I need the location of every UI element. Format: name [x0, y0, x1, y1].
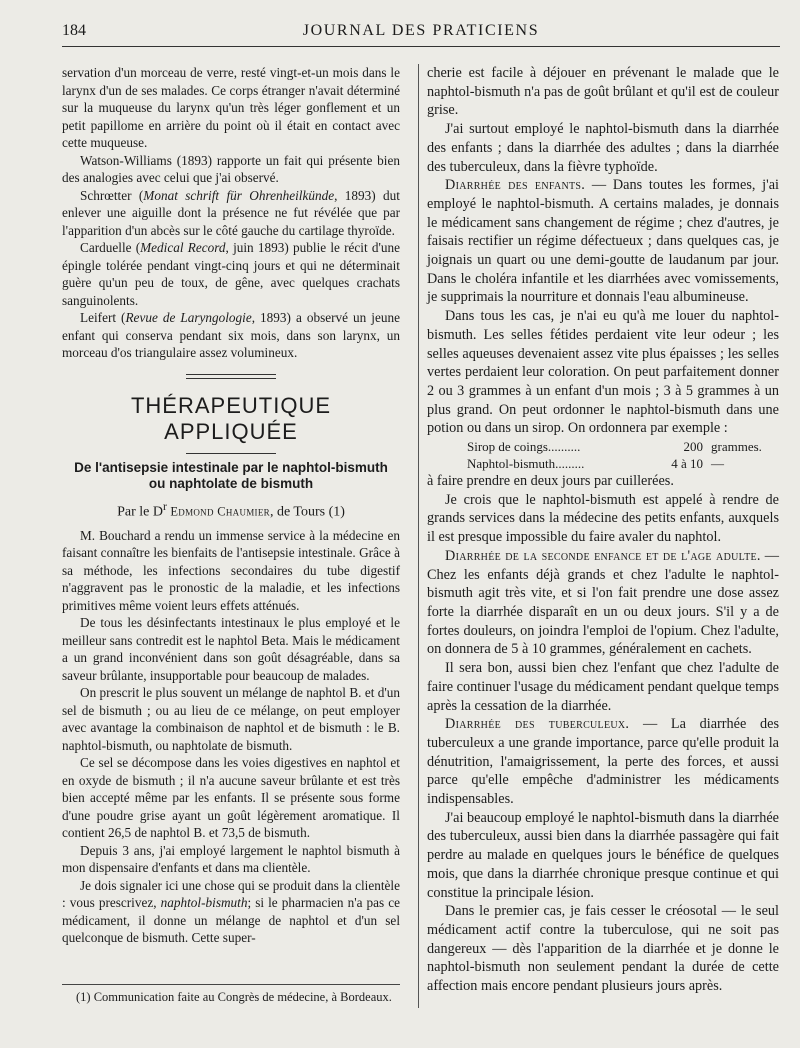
paragraph: cherie est facile à déjouer en prévenant le malade que le naphtol-bismuth n'a pas de goût brûlant et qu'il est de couleur grise.	[427, 65, 779, 119]
paragraph: Dans tous les cas, je n'ai eu qu'à me louer du naphtol-bismuth. Les selles fétides perdaient vite leur odeur ; les selles aqueuses devenaient assez vite plus épaisses ; les selles vertes perdaient leur coloration. On peut parfaitement donner 2 ou 3 grammes à un enfant d'un mois ; 3 à 5 grammes à un plus grand. On peut ordonner le naphtol-bismuth dans une potion ou dans un sirop. On ordonnera par exemple :	[427, 308, 779, 437]
journal-citation: Medical Record	[140, 240, 226, 255]
author-byline: Par le $D^r$ Edmond Chaumier, de Tours (1)	[117, 499, 345, 520]
paragraph: M. Bouchard a rendu un immense service à la médecine en faisant connaître les bienfaits de l'antisepsie intestinale. Grâce à sa méthode, les infections secondaires du tube digestif n'aggravent pas le pronostic de la maladie, et les infections primitives même voient leurs effets atténués.	[62, 527, 400, 613]
paragraph: Watson-Williams (1893) rapporte un fait qui présente bien des analogies avec celui que j'ai observé.	[62, 152, 400, 185]
prescription-line: Sirop de coings.......... 200 grammes.	[467, 439, 762, 455]
column-divider	[418, 64, 419, 1008]
journal-citation: Monat schrift für Ohrenheilkünde	[143, 187, 335, 203]
paragraph: servation d'un morceau de verre, resté vingt-et-un mois dans le larynx d'un de ses malades. Ce corps étranger n'avait déterminé sur la muqueuse du larynx qu'un très léger gonflement et un petit papillome en arrière du point où il était en contact avec cette muqueuse.	[62, 65, 400, 150]
journal-title: JOURNAL DES PRATICIENS	[302, 22, 540, 39]
paragraph: Diarrhée de la seconde enfance et de l'age adulte. — Chez les enfants déjà grands et chez l'adulte le naphtol-bismuth agit très vite, et si l'on fait prendre une dose assez forte la diarrhée disparaît en un ou deux jours. S'il y a de fortes douleurs, on joindra l'emploi de l'opium. Chez l'adulte, on donnera de 5 à 10 grammes, généralement en cachets.	[427, 547, 779, 658]
paragraph: Diarrhée des tuberculeux. — La diarrhée des tuberculeux a une grande importance, parce qu'elle produit la dénutrition, l'amaigrissement, la perte des forces, et aussi parce qu'elle empêche d'administrer les médicaments indispensables.	[427, 716, 780, 808]
header-rule	[62, 46, 780, 47]
right-column	[427, 64, 779, 996]
article-title: De l'antisepsie intestinale par le naphtol-bismuth ou naphtolate de bismuth	[74, 459, 388, 491]
page-header	[62, 22, 780, 44]
title-rule	[186, 453, 276, 454]
paragraph: Dans le premier cas, je fais cesser le créosotal — le seul médicament actif contre la tuberculose, qui ne soit pas dangereux — dès l'apparition de la diarrhée et je donne le naphtol-bismuth non seulement pendant la durée de cette affection mais encore pendant plusieurs jours après.	[427, 903, 779, 995]
paragraph: On prescrit le plus souvent un mélange de naphtol B. et d'un sel de bismuth ; ou au lieu de ce mélange, on peut employer avec avantage la combinaison de naphtol et de bismuth : le B. naphtol-bismuth, ou naphtolate de bismuth.	[62, 685, 400, 753]
paragraph: Leifert (Revue de Laryngologie, 1893) a observé un jeune enfant qui conserva pendant six mois, dans son larynx, un morceau d'os triangulaire assez volumineux.	[62, 310, 400, 360]
section-ornament	[186, 374, 276, 379]
paragraph: Je dois signaler ici une chose qui se produit dans la clientèle : vous prescrivez, naphtol-bismuth; si le pharmacien n'a pas ce médicament, il donne un mélange de naphtol et d'un sel quelconque de bismuth. Cette super-	[62, 877, 400, 946]
paragraph: De tous les désinfectants intestinaux le plus employé et le meilleur sans contredit est le naphtol Beta. Mais le médicament a un grand inconvénient dans son goût désagréable, dans sa saveur brûlante, insupportable pour beaucoup de malades.	[62, 615, 400, 683]
paragraph: Depuis 3 ans, j'ai employé largement le naphtol bismuth à mon dispensaire d'enfants et dans ma clientèle.	[62, 842, 400, 876]
paragraph: J'ai surtout employé le naphtol-bismuth dans la diarrhée des enfants ; dans la diarrhée des adultes ; dans la diarrhée des tuberculeux, dans la fièvre typhoïde.	[427, 121, 779, 175]
subsection-heading: Diarrhée des tuberculeux.	[445, 716, 630, 733]
prescription	[467, 438, 779, 472]
left-column	[62, 64, 400, 947]
paragraph: Diarrhée des enfants. — Dans toutes les formes, j'ai employé le naphtol-bismuth. A certains malades, je donnais le médicament sans changement de régime ; chez d'autres, je faisais rectifier un régime défectueux ; dans quelques cas, je joignais un quart ou une demi-goutte de laudanum par jour. Dans le choléra infantile et les diarrhées avec vomissements, je supprimais la nourriture et donnais l'eau albumineuse.	[427, 177, 779, 306]
journal-citation: Revue de Laryngologie	[125, 310, 252, 325]
paragraph: Je crois que le naphtol-bismuth est appelé à rendre de grands services dans la médecine des petits enfants, auxquels il est presque impossible du faire avaler du naphtol.	[427, 491, 779, 546]
page-number: 184	[62, 22, 86, 39]
footnote-rule	[62, 984, 400, 985]
paragraph: Schrœtter (Monat schrift für Ohrenheilkünde, 1893) dut enlever une aiguille dont la présence ne fut révélée que par l'apparition d'un abcès sur le côté gauche du cartilage thyroïde.	[62, 187, 400, 238]
paragraph: Carduelle (Medical Record, juin 1893) publie le récit d'une épingle tolérée pendant vingt-cinq jours et qui ne déterminait guère qu'un peu de toux, de gêne, avec quelques crachats sanguinolents.	[62, 240, 401, 308]
footnote: (1) Communication faite au Congrès de médecine, à Bordeaux.	[76, 990, 392, 1004]
paragraph: Ce sel se décompose dans les voies digestives en naphtol et en oxyde de bismuth ; il n'a aucune saveur brûlante et est très bien accepté même par les enfants. Il se présente sous forme d'une poudre grise ayant un goût légèrement aromatique. Il contient 26,5 de naphtol B. et 73,5 de bismuth.	[62, 755, 400, 841]
paragraph: Il sera bon, aussi bien chez l'enfant que chez l'adulte de faire continuer l'usage du médicament pendant quelque temps après la cessation de la diarrhée.	[427, 660, 779, 714]
author-name: Edmond Chaumier	[170, 504, 270, 519]
subsection-heading: Diarrhée de la seconde enfance et de l'age adulte.	[445, 547, 761, 564]
section-title: THÉRAPEUTIQUE APPLIQUÉE	[130, 392, 332, 444]
paragraph: à faire prendre en deux jours par cuillerées.	[427, 473, 674, 490]
prescription-line: Naphtol-bismuth......... 4 à 10 —	[467, 456, 724, 472]
paragraph: J'ai beaucoup employé le naphtol-bismuth dans la diarrhée des tuberculeux, aussi bien dans la diarrhée passagère qui fait perdre au malade en quelques jours le bénéfice de quelques mois, que dans la diarrhée chronique presque continue et qui constitue la principale lésion.	[427, 809, 779, 901]
subsection-heading: Diarrhée des enfants.	[445, 177, 586, 194]
